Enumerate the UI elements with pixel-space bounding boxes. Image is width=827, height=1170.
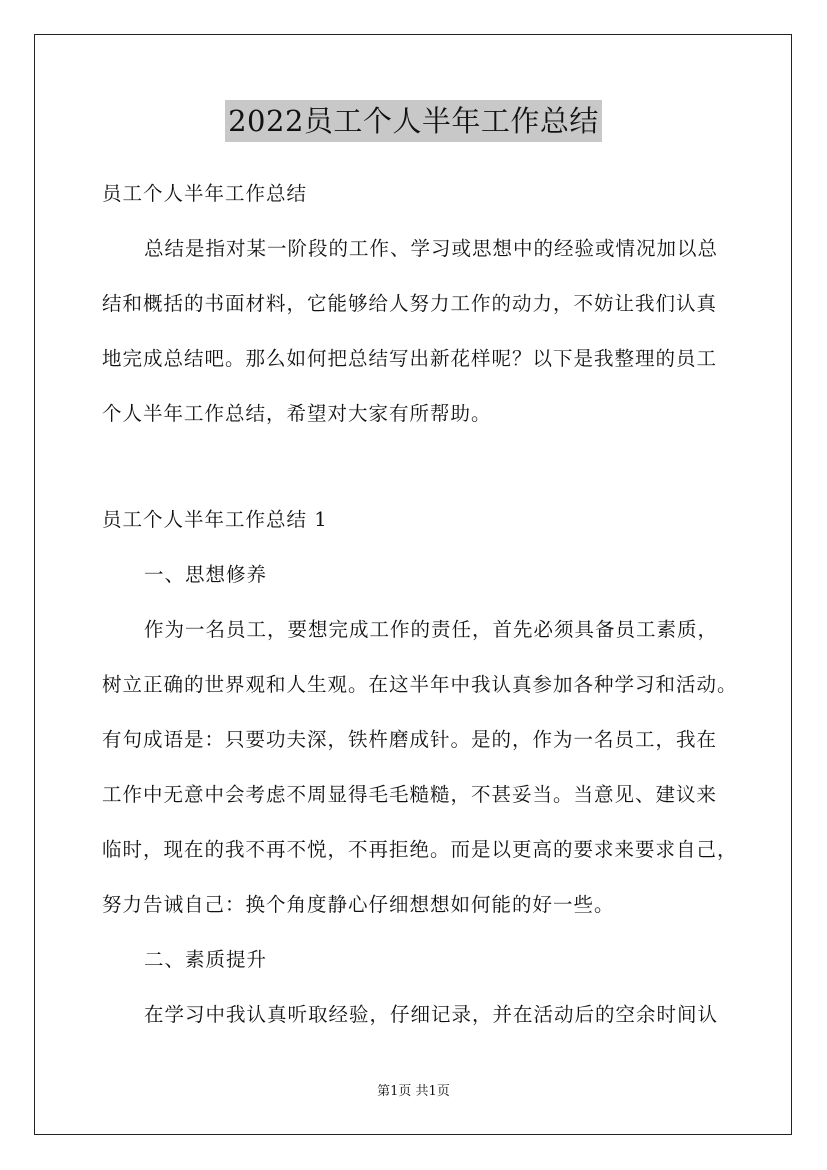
paragraph-line: 总结是指对某一阶段的工作、学习或思想中的经验或情况加以总 [144, 237, 719, 260]
paragraph-line: 作为一名员工，要想完成工作的责任，首先必须具备员工素质， [144, 618, 719, 641]
subtitle-line: 员工个人半年工作总结 [102, 182, 308, 205]
paragraph-line: 临时，现在的我不再不悦，不再拒绝。而是以更高的要求来要求自己， [102, 838, 738, 861]
document-title-text: 2022员工个人半年工作总结 [225, 100, 602, 142]
paragraph-line: 结和概括的书面材料，它能够给人努力工作的动力，不妨让我们认真 [102, 292, 718, 315]
paragraph-line: 有句成语是：只要功夫深，铁杵磨成针。是的，作为一名员工，我在 [102, 728, 718, 751]
paragraph-line: 在学习中我认真听取经验，仔细记录，并在活动后的空余时间认 [144, 1003, 719, 1026]
paragraph-line: 努力告诫自己：换个角度静心仔细想想如何能的好一些。 [102, 893, 615, 916]
paragraph-line: 个人半年工作总结，希望对大家有所帮助。 [102, 402, 492, 425]
paragraph-line: 工作中无意中会考虑不周显得毛毛糙糙，不甚妥当。当意见、建议来 [102, 783, 718, 806]
subsection-heading: 二、素质提升 [144, 948, 268, 971]
subsection-heading: 一、思想修养 [144, 563, 268, 586]
paragraph-line: 树立正确的世界观和人生观。在这半年中我认真参加各种学习和活动。 [102, 673, 738, 696]
page-footer: 第1页 共1页 [377, 1084, 450, 1099]
document-title [0, 100, 827, 142]
section-heading: 员工个人半年工作总结 1 [102, 508, 328, 531]
paragraph-line: 地完成总结吧。那么如何把总结写出新花样呢？以下是我整理的员工 [102, 347, 718, 370]
